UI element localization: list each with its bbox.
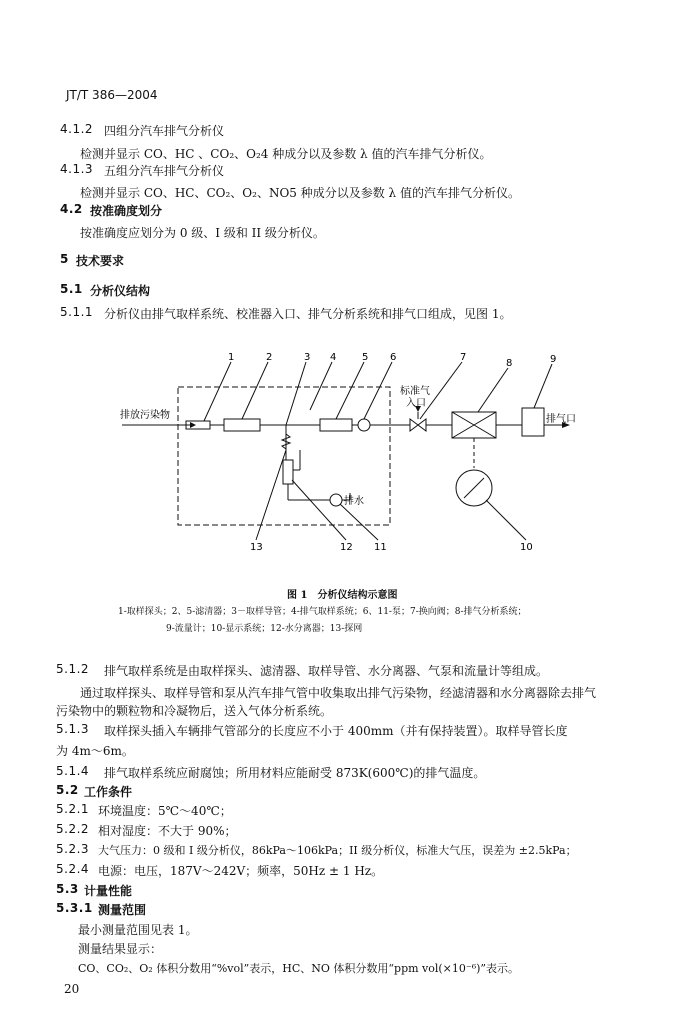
water-separator-12 bbox=[283, 460, 293, 484]
section-number: 5.3 bbox=[56, 882, 79, 896]
section-body: 检测并显示 CO、HC、CO₂、O₂、NO5 种成分以及参数 λ 值的汽车排气分析仪。 bbox=[80, 186, 520, 200]
section-number: 5.2.4 bbox=[56, 862, 90, 876]
filter-2 bbox=[224, 419, 260, 431]
std-gas-inlet-label: 入口 bbox=[406, 398, 426, 409]
section-body: 大气压力：0 级和 I 级分析仪，86kPa～106kPa；II 级分析仪，标准大气压，误差为 ±2.5kPa； bbox=[98, 844, 577, 857]
drain-label: 排水 bbox=[344, 496, 364, 507]
section-number: 5.2.3 bbox=[56, 842, 90, 856]
callout-label: 12 bbox=[340, 542, 353, 553]
section-body: CO、CO₂、O₂ 体积分数用“%vol”表示，HC、NO 体积分数用“ppm vol(×10⁻⁶)”表示。 bbox=[78, 962, 520, 975]
section-number: 5.1.4 bbox=[56, 764, 90, 778]
callout-label: 2 bbox=[266, 352, 273, 363]
callout-label: 6 bbox=[390, 352, 397, 363]
callout-label: 1 bbox=[228, 352, 235, 363]
section-number: 4.1.3 bbox=[60, 162, 94, 176]
figure-1-diagram bbox=[100, 350, 600, 560]
inlet-label: 排放污染物 bbox=[120, 410, 170, 421]
standard-code: JT/T 386—2004 bbox=[66, 88, 158, 102]
section-body: 排气取样系统应耐腐蚀；所用材料应能耐受 873K(600℃)的排气温度。 bbox=[104, 766, 486, 780]
section-number: 5 bbox=[60, 252, 69, 266]
section-number: 5.1 bbox=[60, 282, 83, 296]
callout-label: 11 bbox=[374, 542, 387, 553]
callout-label: 4 bbox=[330, 352, 337, 363]
section-number: 5.2.2 bbox=[56, 822, 90, 836]
figure-legend: 9-流量计；10-显示系统；12-水分离器；13-探网 bbox=[166, 624, 363, 634]
std-gas-label: 标准气 bbox=[400, 386, 430, 397]
section-body: 按准确度应划分为 0 级、I 级和 II 级分析仪。 bbox=[80, 226, 325, 240]
section-number: 5.2 bbox=[56, 783, 79, 797]
section-number: 5.1.3 bbox=[56, 722, 90, 736]
section-body: 取样探头插入车辆排气管部分的长度应不小于 400mm（并有保持装置）。取样导管长度 bbox=[104, 724, 568, 738]
callout-label: 7 bbox=[460, 352, 467, 363]
section-title: 技术要求 bbox=[76, 254, 125, 268]
page-number: 20 bbox=[64, 982, 80, 996]
pump-6 bbox=[358, 419, 370, 431]
section-body: 为 4m～6m。 bbox=[56, 744, 134, 758]
figure-legend: 1-取样探头；2、5-滤清器；3－取样导管；4-排气取样系统；6、11-泵；7-换向阀；8-排气分析系统； bbox=[118, 607, 527, 617]
flowmeter-9 bbox=[522, 408, 544, 436]
section-body: 通过取样探头、取样导管和泵从汽车排气管中收集取出排气污染物，经滤清器和水分离器除去排气 bbox=[80, 686, 597, 700]
callout-label: 8 bbox=[506, 358, 513, 369]
callout-label: 5 bbox=[362, 352, 369, 363]
callout-label: 13 bbox=[250, 542, 263, 553]
section-number: 5.1.1 bbox=[60, 305, 94, 319]
figure-caption: 图 1 分析仪结构示意图 bbox=[287, 590, 398, 601]
section-body: 环境温度：5℃～40℃； bbox=[98, 804, 232, 818]
section-body: 测量结果显示： bbox=[78, 942, 163, 956]
section-number: 5.2.1 bbox=[56, 802, 90, 816]
section-body: 相对湿度：不大于 90%； bbox=[98, 824, 237, 838]
section-number: 4.2 bbox=[60, 202, 83, 216]
section-body: 污染物中的颗粒物和冷凝物后，送入气体分析系统。 bbox=[56, 704, 333, 718]
filter-5 bbox=[320, 419, 352, 431]
section-number: 4.1.2 bbox=[60, 122, 94, 136]
exhaust-label: 排气口 bbox=[546, 414, 576, 425]
callout-label: 9 bbox=[550, 354, 557, 365]
callout-label: 3 bbox=[304, 352, 311, 363]
section-body: 检测并显示 CO、HC 、CO₂、O₂4 种成分以及参数 λ 值的汽车排气分析仪。 bbox=[80, 147, 492, 161]
section-number: 5.1.2 bbox=[56, 662, 90, 676]
section-title: 五组分汽车排气分析仪 bbox=[104, 164, 225, 178]
section-title: 测量范围 bbox=[98, 903, 147, 917]
callout-label: 10 bbox=[520, 542, 533, 553]
section-number: 5.3.1 bbox=[56, 901, 93, 915]
section-title: 分析仪结构 bbox=[90, 284, 151, 298]
valve-7 bbox=[410, 419, 426, 431]
section-title: 四组分汽车排气分析仪 bbox=[104, 124, 225, 138]
section-title: 工作条件 bbox=[84, 785, 133, 799]
section-body: 最小测量范围见表 1。 bbox=[78, 923, 198, 937]
section-title: 计量性能 bbox=[84, 884, 133, 898]
section-body: 排气取样系统是由取样探头、滤清器、取样导管、水分离器、气泵和流量计等组成。 bbox=[104, 664, 549, 678]
section-body: 分析仪由排气取样系统、校准器入口、排气分析系统和排气口组成，见图 1。 bbox=[104, 307, 512, 321]
section-title: 按准确度划分 bbox=[90, 204, 163, 218]
section-body: 电源：电压，187V～242V；频率，50Hz ± 1 Hz。 bbox=[98, 864, 384, 878]
